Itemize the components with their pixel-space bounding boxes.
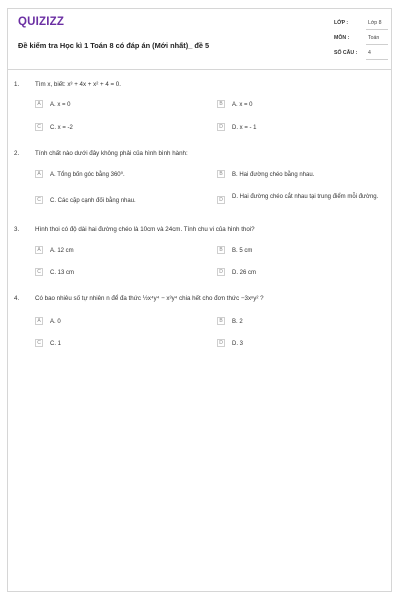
meta-row-subject (334, 30, 388, 45)
option-letter: B (217, 100, 225, 108)
meta-row-class (334, 15, 388, 30)
option-text: D. Hai đường chéo cắt nhau tại trung điểm mỗi đường. (232, 194, 379, 200)
option-letter: D (217, 339, 225, 347)
meta-value: Lớp 8 (368, 20, 382, 26)
option-letter: A (35, 170, 43, 178)
question-number: 4. (14, 295, 20, 302)
option-letter: D (217, 196, 225, 204)
question-number: 1. (14, 81, 20, 88)
option-text: C. Các cặp cạnh đối bằng nhau. (50, 198, 136, 204)
question-text: Có bao nhiêu số tự nhiên n để đa thức ½x⁴y⁴ − x³y⁴ chia hết cho đơn thức −3xⁿy² ? (35, 295, 264, 302)
option-text: C. x = -2 (50, 125, 73, 131)
meta-value: Toán (368, 35, 380, 41)
meta-key: MÔN : (334, 35, 350, 41)
option-letter: A (35, 317, 43, 325)
meta-value: 4 (368, 50, 371, 56)
option-letter: C (35, 196, 43, 204)
option-letter: D (217, 123, 225, 131)
option-text: A. 0 (50, 319, 61, 325)
option-text: B. Hai đường chéo bằng nhau. (232, 172, 315, 178)
option-text: C. 1 (50, 341, 62, 347)
worksheet-header (8, 9, 391, 70)
option-text: A. x = 0 (232, 102, 253, 108)
option-text: D. 26 cm (232, 270, 257, 276)
meta-info (334, 15, 388, 60)
option-letter: A (35, 100, 43, 108)
option-text: D. x = - 1 (232, 125, 257, 131)
option-letter: C (35, 123, 43, 131)
worksheet-page (7, 8, 392, 592)
question-text: Hình thoi có độ dài hai đường chéo là 10cm và 24cm. Tính chu vi của hình thoi? (35, 226, 255, 233)
meta-key: LỚP : (334, 20, 349, 26)
option-letter: B (217, 246, 225, 254)
meta-key: SỐ CÂU : (334, 50, 358, 56)
worksheet-title: Đề kiểm tra Học kì 1 Toán 8 có đáp án (Mới nhất)_ đề 5 (18, 41, 210, 50)
question-text: Tìm x, biết: x³ + 4x + x² + 4 = 0. (35, 81, 121, 88)
option-letter: C (35, 268, 43, 276)
meta-row-count (334, 45, 388, 60)
question-number: 2. (14, 150, 20, 157)
option-letter: A (35, 246, 43, 254)
option-text: A. x = 0 (50, 102, 71, 108)
question-number: 3. (14, 226, 20, 233)
option-letter: D (217, 268, 225, 276)
option-text: B. 5 cm (232, 248, 253, 254)
quizizz-logo: QUIZIZZ (18, 16, 65, 28)
option-text: A. Tổng bốn góc bằng 360⁰. (50, 172, 125, 178)
option-letter: B (217, 317, 225, 325)
option-letter: B (217, 170, 225, 178)
question-text: Tính chất nào dưới đây không phải của hình bình hành: (35, 150, 188, 157)
option-text: B. 2 (232, 319, 243, 325)
option-text: C. 13 cm (50, 270, 75, 276)
option-text: D. 3 (232, 341, 244, 347)
option-letter: C (35, 339, 43, 347)
option-text: A. 12 cm (50, 248, 74, 254)
meta-divider (366, 59, 388, 60)
